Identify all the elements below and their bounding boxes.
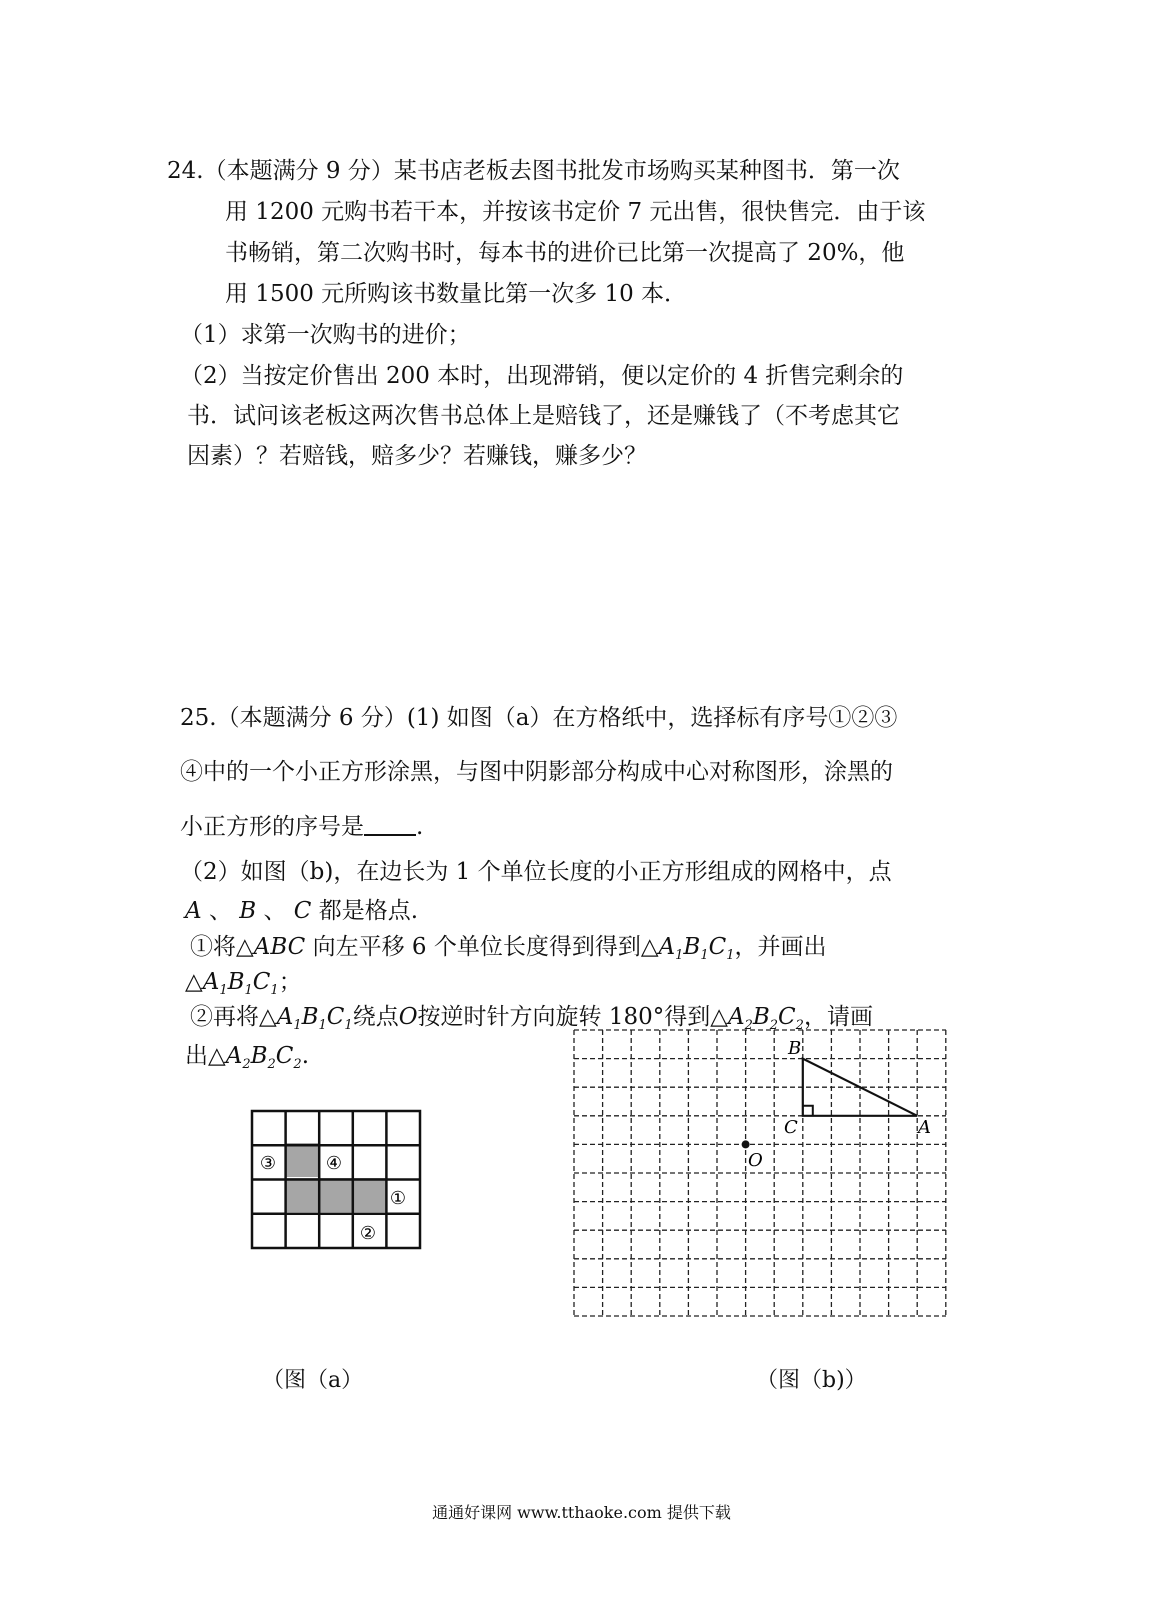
q24-part-2-line-2: 书．试问该老板这两次售书总体上是赔钱了，还是赚钱了（不考虑其它: [187, 403, 900, 429]
grid-points-text: 都是格点.: [318, 898, 419, 924]
triangle-a1b1c1: $A_1B_1C_1$: [276, 1004, 353, 1033]
figure-b-grid: [568, 1026, 953, 1322]
point-label-b: B: [239, 898, 257, 924]
point-o: [742, 1140, 750, 1148]
point-label-o: O: [398, 1004, 418, 1030]
shaded-square: [320, 1178, 353, 1212]
label-c: C: [784, 1117, 798, 1138]
q24-line-4: 用 1500 元所购该书数量比第一次多 10 本．: [225, 281, 688, 307]
q25-step-1-line-2: [185, 967, 302, 1006]
q25-line-3-text: 小正方形的序号是: [180, 814, 364, 840]
triangle-symbol: △: [185, 969, 203, 995]
label-o: O: [748, 1150, 763, 1171]
q25-line-3-end: .: [416, 814, 424, 840]
q25-part-2-line-1: （2）如图（b)，在边长为 1 个单位长度的小正方形组成的网格中，点: [180, 859, 892, 885]
answer-blank: [364, 812, 416, 836]
separator: 、: [263, 898, 287, 924]
shaded-square: [354, 1178, 387, 1212]
step-2-end: .: [301, 1043, 309, 1069]
step-2-text: 按逆时针方向旋转 180°得到△: [417, 1004, 728, 1030]
triangle-a2b2c2: $A_2B_2C_2$: [225, 1043, 302, 1072]
triangle-a1b1c1: $A_1B_1C_1$: [658, 934, 735, 963]
step-1-end: ；: [278, 969, 302, 995]
separator: 、: [208, 898, 232, 924]
q25-step-1-line-1: [190, 932, 827, 971]
triangle-a2b2c2: $A_2B_2C_2$: [727, 1004, 804, 1033]
q24-part-2-line-1: （2）当按定价售出 200 本时，出现滞销，便以定价的 4 折售完剩余的: [180, 363, 904, 389]
q24-line-1: 24.（本题满分 9 分）某书店老板去图书批发市场购买某种图书．第一次: [167, 158, 900, 184]
right-angle-mark: [803, 1106, 813, 1116]
figure-b-caption: （图（b)）: [756, 1368, 867, 1393]
step-2-text: ②再将△: [190, 1004, 277, 1030]
label-two: ②: [359, 1223, 377, 1244]
label-three: ③: [259, 1153, 277, 1174]
footer-credit: 通通好课网 www.tthaoke.com 提供下载: [432, 1503, 731, 1522]
step-2-text: ，请画: [803, 1004, 873, 1030]
label-a: A: [918, 1117, 931, 1138]
triangle-abc: ABC: [253, 934, 306, 960]
step-2-text: 出△: [185, 1043, 226, 1069]
q25-line-1: 25.（本题满分 6 分）(1) 如图（a）在方格纸中，选择标有序号①②③: [180, 705, 898, 731]
triangle-abc-shape: [803, 1059, 917, 1116]
step-1-text: ，并画出: [734, 934, 827, 960]
label-b: B: [788, 1038, 802, 1059]
step-1-text: ①将△: [190, 934, 254, 960]
step-2-text: 绕点: [352, 1004, 399, 1030]
q25-line-3: [180, 812, 423, 842]
shaded-square: [286, 1178, 319, 1212]
label-one: ①: [389, 1188, 407, 1209]
q25-line-2: ④中的一个小正方形涂黑，与图中阴影部分构成中心对称图形，涂黑的: [180, 759, 893, 785]
q24-line-3: 书畅销，第二次购书时，每本书的进价已比第一次提高了 20%，他: [225, 240, 905, 266]
q25-part-2-line-2: [185, 896, 418, 926]
q24-part-2-line-3: 因素）？若赔钱，赔多少？若赚钱，赚多少？: [187, 443, 647, 469]
label-four: ④: [325, 1153, 343, 1174]
shaded-square: [286, 1143, 319, 1177]
point-label-a: A: [185, 898, 202, 924]
q24-part-1: （1）求第一次购书的进价；: [180, 322, 471, 348]
q25-step-2-line-2: [185, 1041, 309, 1080]
point-label-c: C: [293, 898, 312, 924]
figure-a-grid: [250, 1109, 425, 1254]
triangle-a1b1c1: $A_1B_1C_1$: [202, 969, 279, 998]
step-1-text: 向左平移 6 个单位长度得到得到△: [312, 934, 659, 960]
q24-line-2: 用 1200 元购书若干本，并按该书定价 7 元出售，很快售完．由于该: [225, 199, 926, 225]
figure-a-caption: （图（a）: [262, 1368, 364, 1393]
